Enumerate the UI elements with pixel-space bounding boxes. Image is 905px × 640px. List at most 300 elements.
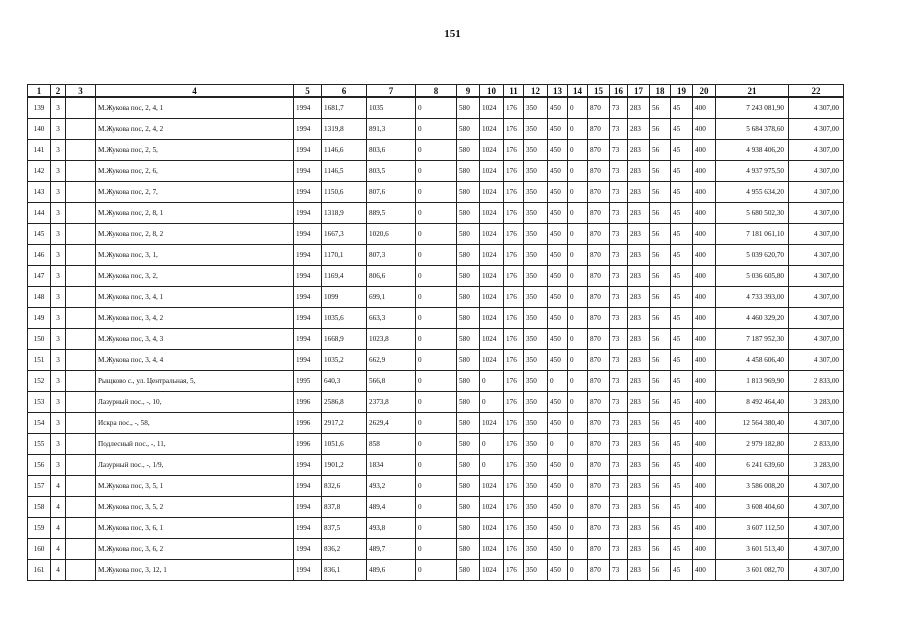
table-cell-col-14: 0 (568, 350, 588, 371)
table-row (28, 97, 844, 119)
table-cell-col-1: 140 (28, 119, 51, 140)
table-cell-col-10: 1024 (480, 308, 504, 329)
table-cell-col-20: 400 (693, 476, 716, 497)
table-cell-col-7: 1035 (367, 97, 416, 119)
table-cell-col-11: 176 (504, 97, 524, 119)
table-cell-col-13: 450 (548, 203, 568, 224)
table-cell-col-16: 73 (610, 392, 628, 413)
table-cell-col-20: 400 (693, 518, 716, 539)
column-header-8: 8 (416, 85, 457, 98)
table-cell-col-3 (66, 97, 96, 119)
table-cell-col-13: 450 (548, 329, 568, 350)
table-cell-col-5: 1994 (294, 560, 322, 581)
table-cell-col-1: 151 (28, 350, 51, 371)
table-cell-col-3 (66, 476, 96, 497)
table-cell-col-12: 350 (524, 476, 548, 497)
table-cell-col-4: Искра пос., -, 58, (96, 413, 294, 434)
table-cell-col-11: 176 (504, 560, 524, 581)
column-header-22: 22 (789, 85, 844, 98)
table-cell-col-17: 283 (628, 224, 650, 245)
table-cell-col-12: 350 (524, 266, 548, 287)
table-cell-col-4: М.Жукова пос, 2, 7, (96, 182, 294, 203)
table-cell-col-3 (66, 287, 96, 308)
table-cell-col-12: 350 (524, 350, 548, 371)
table-cell-col-3 (66, 308, 96, 329)
table-cell-col-5: 1994 (294, 224, 322, 245)
table-cell-col-8: 0 (416, 140, 457, 161)
table-cell-col-12: 350 (524, 245, 548, 266)
table-cell-col-2: 3 (51, 350, 66, 371)
column-header-18: 18 (650, 85, 671, 98)
table-cell-col-16: 73 (610, 266, 628, 287)
table-row (28, 287, 844, 308)
table-cell-col-20: 400 (693, 539, 716, 560)
table-cell-col-17: 283 (628, 119, 650, 140)
table-cell-col-12: 350 (524, 203, 548, 224)
table-cell-col-12: 350 (524, 97, 548, 119)
table-cell-col-17: 283 (628, 245, 650, 266)
table-cell-col-10: 1024 (480, 97, 504, 119)
table-cell-col-20: 400 (693, 329, 716, 350)
table-cell-col-8: 0 (416, 518, 457, 539)
table-cell-col-3 (66, 350, 96, 371)
table-cell-col-21: 7 181 061,10 (716, 224, 789, 245)
table-cell-col-7: 699,1 (367, 287, 416, 308)
table-cell-col-6: 640,3 (322, 371, 367, 392)
column-header-11: 11 (504, 85, 524, 98)
table-cell-col-18: 56 (650, 287, 671, 308)
table-cell-col-11: 176 (504, 266, 524, 287)
table-cell-col-2: 3 (51, 182, 66, 203)
column-header-19: 19 (671, 85, 693, 98)
table-cell-col-16: 73 (610, 518, 628, 539)
table-cell-col-15: 870 (588, 392, 610, 413)
table-cell-col-5: 1994 (294, 518, 322, 539)
table-cell-col-20: 400 (693, 245, 716, 266)
table-cell-col-21: 4 460 329,20 (716, 308, 789, 329)
table-cell-col-8: 0 (416, 539, 457, 560)
table-cell-col-12: 350 (524, 161, 548, 182)
table-cell-col-21: 3 586 008,20 (716, 476, 789, 497)
table-cell-col-6: 1169,4 (322, 266, 367, 287)
table-cell-col-2: 3 (51, 392, 66, 413)
table-cell-col-10: 1024 (480, 287, 504, 308)
table-cell-col-1: 141 (28, 140, 51, 161)
table-cell-col-19: 45 (671, 539, 693, 560)
table-cell-col-5: 1994 (294, 182, 322, 203)
table-cell-col-10: 1024 (480, 497, 504, 518)
table-cell-col-21: 1 813 969,90 (716, 371, 789, 392)
table-cell-col-1: 147 (28, 266, 51, 287)
table-cell-col-17: 283 (628, 97, 650, 119)
table-cell-col-6: 1146,6 (322, 140, 367, 161)
table-cell-col-13: 450 (548, 140, 568, 161)
table-cell-col-15: 870 (588, 455, 610, 476)
table-cell-col-13: 450 (548, 518, 568, 539)
table-cell-col-3 (66, 539, 96, 560)
table-cell-col-7: 803,5 (367, 161, 416, 182)
table-cell-col-21: 5 684 378,60 (716, 119, 789, 140)
table-cell-col-12: 350 (524, 497, 548, 518)
table-cell-col-14: 0 (568, 413, 588, 434)
table-cell-col-5: 1996 (294, 413, 322, 434)
table-cell-col-7: 1834 (367, 455, 416, 476)
table-cell-col-14: 0 (568, 203, 588, 224)
table-cell-col-2: 4 (51, 497, 66, 518)
table-cell-col-15: 870 (588, 119, 610, 140)
table-cell-col-5: 1995 (294, 371, 322, 392)
table-cell-col-15: 870 (588, 518, 610, 539)
table-cell-col-21: 3 601 082,70 (716, 560, 789, 581)
table-cell-col-5: 1994 (294, 245, 322, 266)
table-cell-col-5: 1994 (294, 350, 322, 371)
table-cell-col-13: 450 (548, 560, 568, 581)
table-cell-col-16: 73 (610, 560, 628, 581)
table-cell-col-11: 176 (504, 350, 524, 371)
table-cell-col-14: 0 (568, 266, 588, 287)
table-cell-col-9: 580 (457, 476, 480, 497)
table-cell-col-17: 283 (628, 518, 650, 539)
table-cell-col-1: 144 (28, 203, 51, 224)
column-header-10: 10 (480, 85, 504, 98)
table-cell-col-18: 56 (650, 350, 671, 371)
table-cell-col-11: 176 (504, 434, 524, 455)
table-cell-col-22: 4 307,00 (789, 308, 844, 329)
table-cell-col-17: 283 (628, 560, 650, 581)
table-cell-col-16: 73 (610, 182, 628, 203)
table-row (28, 266, 844, 287)
table-cell-col-4: М.Жукова пос, 3, 5, 2 (96, 497, 294, 518)
table-cell-col-6: 1146,5 (322, 161, 367, 182)
table-cell-col-3 (66, 266, 96, 287)
table-cell-col-6: 1668,9 (322, 329, 367, 350)
table-cell-col-6: 836,1 (322, 560, 367, 581)
table-cell-col-18: 56 (650, 560, 671, 581)
table-cell-col-5: 1994 (294, 287, 322, 308)
table-cell-col-8: 0 (416, 560, 457, 581)
table-cell-col-18: 56 (650, 476, 671, 497)
table-cell-col-20: 400 (693, 266, 716, 287)
table-cell-col-10: 1024 (480, 518, 504, 539)
table-cell-col-11: 176 (504, 476, 524, 497)
table-cell-col-22: 4 307,00 (789, 287, 844, 308)
table-cell-col-5: 1994 (294, 97, 322, 119)
table-cell-col-5: 1994 (294, 497, 322, 518)
table-cell-col-10: 1024 (480, 413, 504, 434)
table-cell-col-20: 400 (693, 140, 716, 161)
table-body (28, 97, 844, 581)
table-cell-col-19: 45 (671, 371, 693, 392)
table-cell-col-8: 0 (416, 182, 457, 203)
table-cell-col-17: 283 (628, 413, 650, 434)
column-header-4: 4 (96, 85, 294, 98)
table-cell-col-5: 1994 (294, 203, 322, 224)
table-cell-col-1: 158 (28, 497, 51, 518)
table-cell-col-7: 489,4 (367, 497, 416, 518)
table-cell-col-18: 56 (650, 371, 671, 392)
table-cell-col-15: 870 (588, 266, 610, 287)
table-cell-col-8: 0 (416, 203, 457, 224)
table-cell-col-19: 45 (671, 308, 693, 329)
table-cell-col-5: 1994 (294, 119, 322, 140)
table-cell-col-4: Лазурный пос., -, 10, (96, 392, 294, 413)
table-cell-col-4: М.Жукова пос, 3, 1, (96, 245, 294, 266)
table-cell-col-16: 73 (610, 371, 628, 392)
table-cell-col-14: 0 (568, 476, 588, 497)
table-cell-col-22: 3 283,00 (789, 455, 844, 476)
table-row (28, 539, 844, 560)
table-cell-col-21: 12 564 380,40 (716, 413, 789, 434)
table-cell-col-20: 400 (693, 455, 716, 476)
table-cell-col-4: Подлесный пос., -, 11, (96, 434, 294, 455)
table-cell-col-13: 450 (548, 119, 568, 140)
table-cell-col-13: 450 (548, 350, 568, 371)
table-cell-col-2: 3 (51, 224, 66, 245)
table-cell-col-4: М.Жукова пос, 3, 4, 3 (96, 329, 294, 350)
table-cell-col-16: 73 (610, 350, 628, 371)
table-cell-col-19: 45 (671, 413, 693, 434)
table-cell-col-22: 4 307,00 (789, 413, 844, 434)
column-header-3: 3 (66, 85, 96, 98)
table-cell-col-18: 56 (650, 224, 671, 245)
table-cell-col-14: 0 (568, 97, 588, 119)
table-cell-col-18: 56 (650, 266, 671, 287)
table-cell-col-10: 0 (480, 392, 504, 413)
table-cell-col-20: 400 (693, 97, 716, 119)
table-cell-col-21: 6 241 639,60 (716, 455, 789, 476)
table-cell-col-21: 7 243 081,90 (716, 97, 789, 119)
table-cell-col-9: 580 (457, 203, 480, 224)
table-cell-col-11: 176 (504, 392, 524, 413)
table-cell-col-15: 870 (588, 182, 610, 203)
table-cell-col-20: 400 (693, 224, 716, 245)
table-cell-col-18: 56 (650, 245, 671, 266)
table-cell-col-4: М.Жукова пос, 3, 4, 2 (96, 308, 294, 329)
table-row (28, 224, 844, 245)
table-cell-col-18: 56 (650, 97, 671, 119)
table-cell-col-2: 3 (51, 245, 66, 266)
table-row (28, 413, 844, 434)
table-cell-col-12: 350 (524, 560, 548, 581)
table-cell-col-11: 176 (504, 161, 524, 182)
table-cell-col-9: 580 (457, 308, 480, 329)
table-row (28, 392, 844, 413)
table-cell-col-20: 400 (693, 182, 716, 203)
table-cell-col-11: 176 (504, 245, 524, 266)
table-cell-col-13: 450 (548, 287, 568, 308)
table-cell-col-22: 2 833,00 (789, 434, 844, 455)
table-cell-col-3 (66, 203, 96, 224)
table-cell-col-9: 580 (457, 266, 480, 287)
table-cell-col-19: 45 (671, 560, 693, 581)
table-cell-col-5: 1994 (294, 476, 322, 497)
table-row (28, 560, 844, 581)
table-cell-col-9: 580 (457, 182, 480, 203)
table-cell-col-12: 350 (524, 329, 548, 350)
table-row (28, 518, 844, 539)
table-cell-col-10: 0 (480, 371, 504, 392)
table-cell-col-13: 0 (548, 371, 568, 392)
table-cell-col-18: 56 (650, 308, 671, 329)
table-cell-col-14: 0 (568, 539, 588, 560)
table-cell-col-13: 450 (548, 539, 568, 560)
table-cell-col-21: 3 608 404,60 (716, 497, 789, 518)
table-cell-col-15: 870 (588, 161, 610, 182)
table-cell-col-21: 2 979 182,80 (716, 434, 789, 455)
table-cell-col-3 (66, 413, 96, 434)
table-cell-col-21: 8 492 464,40 (716, 392, 789, 413)
page-number: 151 (444, 28, 461, 40)
table-cell-col-10: 1024 (480, 266, 504, 287)
table-cell-col-19: 45 (671, 97, 693, 119)
table-cell-col-21: 4 938 406,20 (716, 140, 789, 161)
table-cell-col-1: 160 (28, 539, 51, 560)
table-cell-col-18: 56 (650, 518, 671, 539)
table-cell-col-7: 2629,4 (367, 413, 416, 434)
table-cell-col-11: 176 (504, 308, 524, 329)
column-header-2: 2 (51, 85, 66, 98)
table-cell-col-10: 1024 (480, 476, 504, 497)
table-cell-col-15: 870 (588, 350, 610, 371)
table-cell-col-3 (66, 518, 96, 539)
table-cell-col-10: 1024 (480, 119, 504, 140)
table-cell-col-13: 450 (548, 413, 568, 434)
table-row (28, 245, 844, 266)
table-cell-col-22: 4 307,00 (789, 497, 844, 518)
table-cell-col-12: 350 (524, 182, 548, 203)
table-cell-col-13: 450 (548, 245, 568, 266)
table-cell-col-13: 450 (548, 266, 568, 287)
table-cell-col-1: 150 (28, 329, 51, 350)
table-cell-col-4: М.Жукова пос, 3, 5, 1 (96, 476, 294, 497)
table-cell-col-6: 837,8 (322, 497, 367, 518)
table-cell-col-3 (66, 560, 96, 581)
table-cell-col-16: 73 (610, 97, 628, 119)
table-cell-col-16: 73 (610, 455, 628, 476)
table-cell-col-1: 145 (28, 224, 51, 245)
table-cell-col-22: 2 833,00 (789, 371, 844, 392)
table-cell-col-1: 152 (28, 371, 51, 392)
table-row (28, 161, 844, 182)
table-cell-col-21: 5 036 605,80 (716, 266, 789, 287)
table-row (28, 329, 844, 350)
table-cell-col-9: 580 (457, 161, 480, 182)
table-cell-col-8: 0 (416, 119, 457, 140)
table-cell-col-19: 45 (671, 245, 693, 266)
table-cell-col-19: 45 (671, 182, 693, 203)
table-row (28, 476, 844, 497)
table-cell-col-17: 283 (628, 371, 650, 392)
table-cell-col-9: 580 (457, 97, 480, 119)
table-cell-col-15: 870 (588, 140, 610, 161)
table-cell-col-8: 0 (416, 434, 457, 455)
table-cell-col-19: 45 (671, 266, 693, 287)
table-cell-col-11: 176 (504, 182, 524, 203)
table-cell-col-12: 350 (524, 224, 548, 245)
table-cell-col-19: 45 (671, 455, 693, 476)
table-cell-col-9: 580 (457, 497, 480, 518)
table-cell-col-16: 73 (610, 203, 628, 224)
table-cell-col-17: 283 (628, 266, 650, 287)
column-header-12: 12 (524, 85, 548, 98)
column-header-16: 16 (610, 85, 628, 98)
table-cell-col-11: 176 (504, 539, 524, 560)
table-row (28, 119, 844, 140)
table-cell-col-2: 4 (51, 476, 66, 497)
table-cell-col-19: 45 (671, 203, 693, 224)
table-cell-col-8: 0 (416, 476, 457, 497)
table-cell-col-5: 1994 (294, 455, 322, 476)
table-cell-col-7: 807,6 (367, 182, 416, 203)
table-cell-col-1: 161 (28, 560, 51, 581)
table-cell-col-9: 580 (457, 140, 480, 161)
table-cell-col-1: 143 (28, 182, 51, 203)
table-cell-col-5: 1996 (294, 434, 322, 455)
table-cell-col-6: 2917,2 (322, 413, 367, 434)
table-cell-col-3 (66, 392, 96, 413)
table-cell-col-13: 450 (548, 497, 568, 518)
table-cell-col-19: 45 (671, 434, 693, 455)
column-header-17: 17 (628, 85, 650, 98)
table-cell-col-22: 4 307,00 (789, 182, 844, 203)
table-cell-col-18: 56 (650, 182, 671, 203)
table-cell-col-4: М.Жукова пос, 2, 4, 2 (96, 119, 294, 140)
table-cell-col-14: 0 (568, 560, 588, 581)
table-cell-col-17: 283 (628, 287, 650, 308)
table-cell-col-4: Рыщково с., ул. Центральная, 5, (96, 371, 294, 392)
table-cell-col-12: 350 (524, 371, 548, 392)
table-cell-col-9: 580 (457, 413, 480, 434)
table-cell-col-7: 807,3 (367, 245, 416, 266)
table-cell-col-10: 1024 (480, 350, 504, 371)
table-cell-col-10: 1024 (480, 329, 504, 350)
table-cell-col-5: 1994 (294, 140, 322, 161)
table-cell-col-8: 0 (416, 455, 457, 476)
table-cell-col-15: 870 (588, 287, 610, 308)
table-cell-col-14: 0 (568, 182, 588, 203)
table-cell-col-15: 870 (588, 97, 610, 119)
table-cell-col-5: 1996 (294, 392, 322, 413)
table-cell-col-12: 350 (524, 308, 548, 329)
table-row (28, 308, 844, 329)
table-cell-col-5: 1994 (294, 266, 322, 287)
table-cell-col-7: 858 (367, 434, 416, 455)
table-cell-col-3 (66, 434, 96, 455)
table-cell-col-19: 45 (671, 497, 693, 518)
table-cell-col-3 (66, 245, 96, 266)
table-cell-col-18: 56 (650, 119, 671, 140)
table-cell-col-20: 400 (693, 371, 716, 392)
table-cell-col-8: 0 (416, 266, 457, 287)
table-cell-col-4: М.Жукова пос, 3, 6, 1 (96, 518, 294, 539)
table-cell-col-9: 580 (457, 224, 480, 245)
table-cell-col-14: 0 (568, 161, 588, 182)
table-cell-col-20: 400 (693, 203, 716, 224)
table-cell-col-8: 0 (416, 413, 457, 434)
table-cell-col-14: 0 (568, 371, 588, 392)
table-cell-col-21: 4 458 606,40 (716, 350, 789, 371)
table-cell-col-6: 1150,6 (322, 182, 367, 203)
table-cell-col-12: 350 (524, 140, 548, 161)
table-cell-col-8: 0 (416, 308, 457, 329)
table-cell-col-1: 156 (28, 455, 51, 476)
registry-table (27, 84, 844, 581)
table-cell-col-4: М.Жукова пос, 2, 8, 1 (96, 203, 294, 224)
table-cell-col-10: 1024 (480, 182, 504, 203)
table-cell-col-10: 1024 (480, 203, 504, 224)
table-cell-col-22: 4 307,00 (789, 245, 844, 266)
table-row (28, 140, 844, 161)
